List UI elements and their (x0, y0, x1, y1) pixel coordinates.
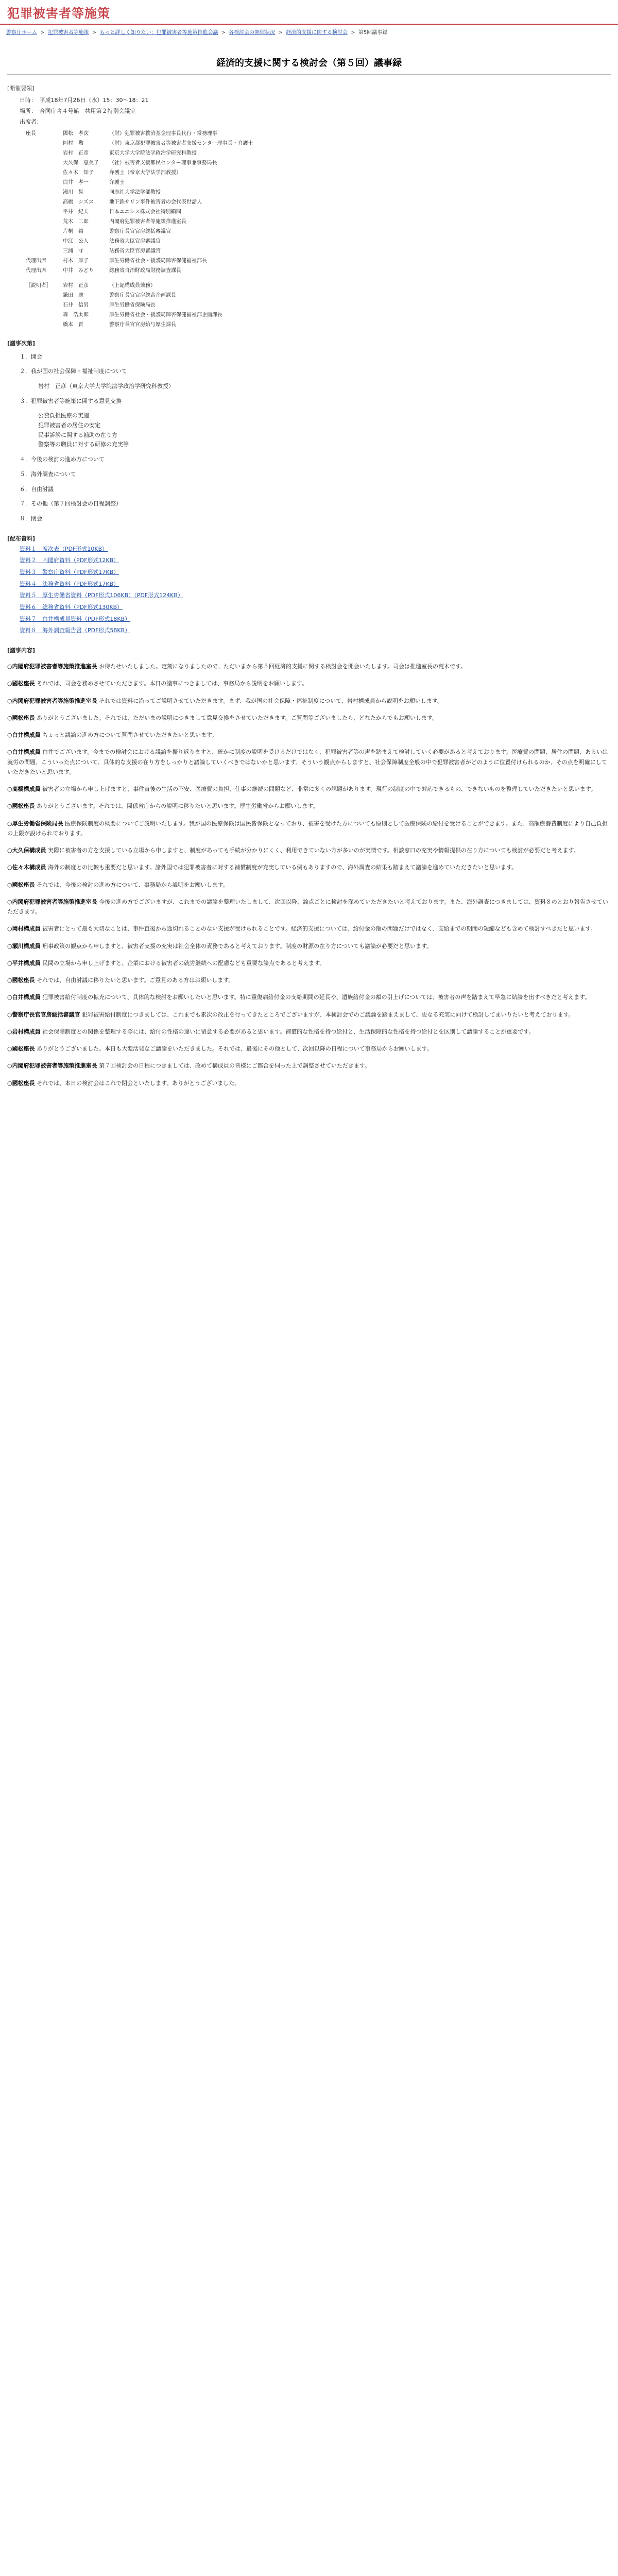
minutes-paragraph (7, 730, 611, 740)
agenda-sub-item: 警察等の職員に対する研修の充実等 (27, 441, 129, 448)
participant-role: 代理出席 (26, 267, 46, 274)
participant-name: 森 浩太郎 (63, 312, 89, 318)
material-item (20, 580, 611, 589)
table-row (26, 226, 259, 235)
page-title: 経済的支援に関する検討会（第５回）議事録 (216, 58, 402, 69)
participant-org: 内閣府犯罪被害者等施策推進室長 (109, 218, 186, 225)
attendees-label: 出席者： (20, 118, 42, 125)
participant-role: ［説明者］ (26, 282, 52, 289)
speech-text: 犯罪被害給付制度につきましては、これまでも累次の改正を行ってきたところでございますが、本検討会でのご議論を踏まえまして、更なる充実に向けて検討してまいりたいと考えております。 (82, 1011, 574, 1018)
material-link[interactable]: 資料５ 厚生労働省資料（PDF形式106KB）（PDF形式124KB） (20, 592, 183, 599)
speaker-label: ○國松座長 (7, 803, 35, 810)
participant-name: 岩村 正彦 (63, 282, 89, 289)
table-row (26, 157, 259, 167)
speech-text: それでは、司会を務めさせていただきます。本日の議事につきましては、事務局から説明をお願いします。 (37, 680, 308, 687)
participant-role (26, 245, 63, 255)
participant-name: 荒木 二郎 (63, 218, 89, 225)
agenda-block (20, 352, 611, 524)
main-content (7, 56, 611, 1088)
participant-org: 厚生労働省社会・援護局障害保健福祉部長 (109, 258, 207, 264)
speech-text: 第７回検討会の日程につきましては、改めて構成員の皆様にご都合を伺った上で調整させていただきます。 (99, 1062, 371, 1070)
participant-name: 瀬川 晃 (63, 189, 83, 195)
speaker-label: ○高橋構成員 (7, 786, 41, 793)
minutes-paragraph (7, 747, 611, 777)
minutes-paragraph (7, 1027, 611, 1037)
material-item (20, 545, 611, 554)
meeting-place: 場所： 合同庁舎４号館 共用第２特別会議室 (20, 107, 136, 114)
minutes-list (7, 662, 611, 1088)
participant-name: 橋本 晋 (63, 321, 83, 328)
participant-org: 日本ユニシス株式会社特別顧問 (109, 209, 181, 215)
table-row (26, 128, 259, 138)
speaker-label: ○佐々木構成員 (7, 864, 46, 871)
speech-text: それでは資料に沿ってご説明させていただきます。まず、我が国の社会保障・福祉制度について、岩村構成員から説明をお願いします。 (99, 697, 443, 704)
material-item (20, 591, 611, 601)
table-row (26, 280, 228, 290)
agenda-sub-item: 民事訴訟に関する補助の在り方 (27, 431, 117, 438)
speaker-label: ○白井構成員 (7, 732, 41, 739)
speech-text: それでは、自由討議に移りたいと思います。ご意見のある方はお願いします。 (37, 977, 234, 984)
participant-org: 警察庁長官官房給与厚生課長 (109, 321, 176, 328)
participant-role (26, 138, 63, 147)
participant-role (26, 147, 63, 157)
speaker-label: ○厚生労働省保険局長 (7, 820, 63, 827)
table-row (26, 216, 259, 226)
participant-role (26, 309, 63, 319)
participant-org: 弁護士 (109, 179, 125, 185)
speech-text: 海外の制度との比較も重要だと思います。諸外国では犯罪被害者に対する補償制度が充実している例もありますので、海外調査の結果も踏まえて議論を進めていただきたいと思います。 (48, 864, 518, 871)
speech-text: 医療保険制度の概要についてご説明いたします。我が国の医療保険は国民皆保険となっており、被害を受けた方についても原則として医療保険の給付を受けることができます。また、高額療養費制度により自己負担の上限が設けられております。 (7, 820, 608, 837)
participant-org: 厚生労働省社会・援護局障害保健福祉部企画課長 (109, 312, 222, 318)
minutes-paragraph (7, 880, 611, 890)
minutes-paragraph (7, 819, 611, 839)
speaker-label: ○岩村構成員 (7, 1028, 41, 1035)
speaker-label: ○内閣府犯罪被害者等施策推進室長 (7, 663, 97, 670)
table-row (26, 255, 259, 265)
speech-text: ちょっと議論の進め方について質問させていただきたいと思います。 (42, 732, 218, 739)
site-header (0, 0, 618, 25)
table-row (26, 290, 228, 299)
material-item (20, 603, 611, 613)
minutes-paragraph (7, 713, 611, 723)
title-divider (7, 74, 611, 75)
agenda-item: ３．犯罪被害者等施策に関する意見交換 (20, 397, 122, 404)
speaker-label: ○内閣府犯罪被害者等施策推進室長 (7, 898, 97, 905)
table-row (26, 206, 259, 216)
participant-role (26, 319, 63, 329)
speaker-label: ○大久保構成員 (7, 847, 46, 854)
participant-name: 岡村 勲 (63, 140, 83, 146)
speaker-label: ○警察庁長官官房総括審議官 (7, 1011, 80, 1018)
participants-body (26, 128, 259, 275)
minutes-paragraph (7, 1044, 611, 1054)
table-row (26, 138, 259, 147)
agenda-item: ５．海外調査について (20, 470, 76, 478)
table-row (26, 265, 259, 275)
minutes-paragraph (7, 801, 611, 811)
speech-text: お待たせいたしました。定刻になりましたので、ただいまから第５回経済的支援に関する検討会を開会いたします。司会は推進室長の荒木です。 (99, 663, 467, 670)
speaker-label: ○國松座長 (7, 1079, 35, 1087)
minutes-paragraph (7, 679, 611, 688)
participant-org: 弁護士（帝京大学法学部教授） (109, 170, 181, 176)
agenda-sub-item: 岩村 正彦（東京大学大学院法学政治学研究科教授） (27, 383, 174, 390)
material-link[interactable]: 資料１ 席次表（PDF形式10KB） (20, 545, 108, 552)
participant-role (26, 167, 63, 177)
speaker-label: ○國松座長 (7, 714, 35, 721)
participant-name: 國松 孝次 (63, 130, 89, 137)
participant-name: 岩村 正彦 (63, 150, 89, 156)
material-link[interactable]: 資料２ 内閣府資料（PDF形式12KB） (20, 557, 119, 564)
minutes-paragraph (7, 845, 611, 855)
overview-block (20, 95, 611, 128)
participant-role (26, 290, 63, 299)
participant-name: 片桐 裕 (63, 228, 83, 234)
participant-org: 厚生労働省保険局長 (109, 302, 156, 308)
agenda-heading: [議事次第] (7, 340, 36, 347)
page-title-wrap (7, 56, 611, 75)
table-row (26, 147, 259, 157)
agenda-item: ７．その他（第７回検討会の日程調整） (20, 500, 122, 507)
participant-role: 代理出席 (26, 258, 46, 264)
participant-role (26, 299, 63, 309)
speech-text: 実際に被害者の方を支援している立場から申しますと、制度があっても手続が分かりにくく、利用できていない方が多いのが実情です。相談窓口の充実や情報提供の在り方についても検討が必要だと考えます。 (48, 847, 579, 854)
participant-org: （財）東京都犯罪被害者等被害者支援センター理事長・弁護士 (109, 140, 253, 146)
minutes-paragraph (7, 897, 611, 917)
materials-heading: [配布資料] (7, 535, 36, 542)
speaker-label: ○國松座長 (7, 881, 35, 888)
participant-role (26, 177, 63, 187)
agenda-sub-item: 公費負担医療の実施 (27, 412, 89, 419)
participant-role (26, 216, 63, 226)
participant-role: 座長 (26, 130, 36, 137)
participant-org: （社）被害者支援都民センター理事兼事務局長 (109, 160, 217, 166)
table-row (26, 309, 228, 319)
table-row (26, 187, 259, 196)
participant-name: 佐々木 知子 (63, 170, 94, 176)
material-link[interactable]: 資料４ 法務省資料（PDF形式17KB） (20, 580, 119, 587)
speaker-label: ○白井構成員 (7, 994, 41, 1001)
speech-text: ありがとうございます。それでは、関係省庁からの説明に移りたいと思います。厚生労働省からお願いします。 (37, 803, 319, 810)
minutes-paragraph (7, 975, 611, 985)
participant-role (26, 196, 63, 206)
participant-org: 警察庁長官官房総合企画課長 (109, 292, 176, 298)
breadcrumb (0, 25, 618, 38)
participant-org: （上記構成員兼務） (109, 282, 156, 289)
participant-org: 東京大学大学院法学政治学研究科教授 (109, 150, 197, 156)
agenda-item: ２．我が国の社会保障・福祉制度について (20, 368, 127, 375)
participant-org: 同志社大学法学部教授 (109, 189, 161, 195)
participant-name: 平井 紀夫 (63, 209, 89, 215)
participant-name: 三浦 守 (63, 248, 83, 254)
speech-text: 白井でございます。今までの検討会における議論を振り返りますと、確かに制度の説明を受けるだけではなく、犯罪被害者等の声を踏まえて検討していく必要があると考えております。医療費の問題、居住の問題、あるいは就労の問題、こういった点について、具体的な支援の在り方をしっかりと議論していくべきではないかと思います。そういう観点からしますと、社会保障制度全般の中で犯罪被害者がどのように位置付けられるのか、その点を明確にしていただきたいと思います。 (7, 749, 608, 775)
material-item (20, 615, 611, 624)
breadcrumb-item[interactable]: 経済的支援に関する検討会 (286, 30, 348, 36)
speech-text: 犯罪被害給付制度の拡充について、具体的な検討をお願いしたいと思います。特に重傷病給付金の支給期間の延長や、遺族給付金の額の引上げについては、被害者の声を踏まえて早急に結論を出すべきだと考えます。 (42, 994, 591, 1001)
table-row (26, 245, 259, 255)
material-link[interactable]: 資料３ 警察庁資料（PDF形式17KB） (20, 568, 119, 575)
breadcrumb-sep: > (278, 30, 283, 36)
participant-name: 石井 信男 (63, 302, 89, 308)
participant-org: 総務省自治財政局財務調査課長 (109, 267, 181, 274)
speaker-label: ○平井構成員 (7, 959, 41, 967)
agenda-item: ８．閉会 (20, 515, 42, 522)
breadcrumb-item[interactable]: 各検討会の開催状況 (229, 30, 276, 36)
meeting-date: 日時： 平成18年7月26日（水）15：30～18：21 (20, 97, 149, 104)
participant-role (26, 235, 63, 245)
speech-text: 被害者の立場から申し上げますと、事件直後の生活の不安、医療費の負担、仕事の継続の問題など、非常に多くの課題があります。現行の制度の中で対応できるもの、できないものを整理していただきたいと思います。 (42, 786, 596, 793)
breadcrumb-sep: > (92, 30, 97, 36)
speech-text: 刑事政策の観点から申しますと、被害者支援の充実は社会全体の責務であると考えております。制度の財源の在り方についても議論が必要だと思います。 (42, 942, 433, 950)
speaker-label: ○國松座長 (7, 680, 35, 687)
participant-name: 白井 孝一 (63, 179, 89, 185)
minutes-paragraph (7, 958, 611, 968)
table-row (26, 319, 228, 329)
participant-org: 法務省大臣官房審議官 (109, 238, 161, 244)
participant-role (26, 187, 63, 196)
participants-table (26, 128, 259, 275)
material-item (20, 568, 611, 578)
minutes-heading: [議事内容] (7, 647, 36, 654)
breadcrumb-sep: > (221, 30, 226, 36)
speech-text: それでは、本日の検討会はこれで閉会といたします。ありがとうございました。 (37, 1079, 241, 1087)
overview-heading: [開催要領] (7, 85, 35, 92)
officials-body (26, 280, 228, 329)
minutes-paragraph (7, 696, 611, 706)
speaker-label: ○内閣府犯罪被害者等施策推進室長 (7, 697, 97, 704)
minutes-paragraph (7, 1010, 611, 1020)
breadcrumb-item[interactable]: 警察庁ホーム (6, 30, 37, 36)
table-row (26, 177, 259, 187)
speaker-label: ○國松座長 (7, 1045, 35, 1053)
participant-name: 村木 厚子 (63, 258, 89, 264)
site-logo[interactable]: 犯罪被害者等施策 (7, 6, 110, 21)
participant-name: 中江 公人 (63, 238, 89, 244)
breadcrumb-item[interactable]: もっと詳しく知りたい：犯罪被害者等施策推進会議 (99, 30, 218, 36)
breadcrumb-sep: > (40, 30, 45, 36)
minutes-paragraph (7, 1078, 611, 1088)
participant-role (26, 157, 63, 167)
participant-org: 地下鉄サリン事件被害者の会代表世話人 (109, 199, 202, 205)
participant-name: 中井 みどり (63, 267, 94, 274)
speech-text: それでは、今後の検討の進め方について、事務局から説明をお願いします。 (37, 881, 229, 888)
participant-name: 大久保 恵美子 (63, 160, 99, 166)
participant-org: 警察庁長官官房総括審議官 (109, 228, 171, 234)
agenda-item: １．開会 (20, 353, 42, 360)
material-item (20, 556, 611, 566)
breadcrumb-current: 第5回議事録 (358, 30, 388, 36)
minutes-paragraph (7, 941, 611, 951)
speaker-label: ○白井構成員 (7, 749, 41, 756)
participant-role (26, 206, 63, 216)
agenda-item: ６．自由討議 (20, 485, 54, 493)
officials-table (26, 280, 228, 329)
speech-text: 社会保障制度との関係を整理する際には、給付の性格の違いに留意する必要があると思います。補償的な性格を持つ給付と、生活保障的な性格を持つ給付とを区別して議論することが重要です。 (42, 1028, 535, 1035)
speech-text: ありがとうございました。本日も大変活発なご議論をいただきました。それでは、最後にその他として、次回以降の日程について事務局からお願いします。 (37, 1045, 433, 1053)
breadcrumb-item[interactable]: 犯罪被害者等施策 (47, 30, 89, 36)
material-item (20, 626, 611, 636)
minutes-paragraph (7, 784, 611, 794)
agenda-item: ４．今後の検討の進め方について (20, 456, 105, 463)
minutes-paragraph (7, 1061, 611, 1071)
participant-name: 鎌田 聡 (63, 292, 83, 298)
materials-list (20, 545, 611, 636)
participant-role (26, 226, 63, 235)
minutes-paragraph (7, 862, 611, 872)
participant-name: 高橋 シズヱ (63, 199, 94, 205)
agenda-sub-item: 犯罪被害者の居住の安定 (27, 422, 100, 429)
table-row (26, 167, 259, 177)
speech-text: 今後の進め方でございますが、これまでの議論を整理いたしまして、次回以降、論点ごとに検討を深めていただきたいと考えております。また、海外調査につきましては、資料８のとおり報告させていただきます。 (7, 898, 608, 916)
material-link[interactable]: 資料８ 海外調査報告書（PDF形式58KB） (20, 627, 131, 634)
speaker-label: ○瀬川構成員 (7, 942, 41, 950)
speech-text: 被害者にとって最も大切なことは、事件直後から途切れることのない支援が受けられることです。経済的支援については、給付金の額の問題だけではなく、支給までの期間の短縮なども含めて検討すべきだと思います。 (42, 925, 596, 933)
breadcrumb-sep: > (351, 30, 355, 36)
table-row (26, 235, 259, 245)
speaker-label: ○岡村構成員 (7, 925, 41, 933)
speaker-label: ○國松座長 (7, 977, 35, 984)
speech-text: 民間の立場から申し上げますと、企業における被害者の就労継続への配慮なども重要な論点であると考えます。 (42, 959, 325, 967)
table-row (26, 196, 259, 206)
table-row (26, 299, 228, 309)
participant-org: （財）犯罪被害救済基金理事長代行・常務理事 (109, 130, 217, 137)
material-link[interactable]: 資料６ 総務省資料（PDF形式130KB） (20, 604, 123, 611)
participant-org: 法務省大臣官房審議官 (109, 248, 161, 254)
material-link[interactable]: 資料７ 白井構成員資料（PDF形式18KB） (20, 615, 131, 622)
minutes-paragraph (7, 662, 611, 671)
speaker-label: ○内閣府犯罪被害者等施策推進室長 (7, 1062, 97, 1070)
speech-text: ありがとうございました。それでは、ただいまの説明につきまして意見交換をさせていただきます。ご質問等ございましたら、どなたからでもお願いします。 (37, 714, 438, 721)
minutes-paragraph (7, 992, 611, 1002)
minutes-paragraph (7, 924, 611, 934)
